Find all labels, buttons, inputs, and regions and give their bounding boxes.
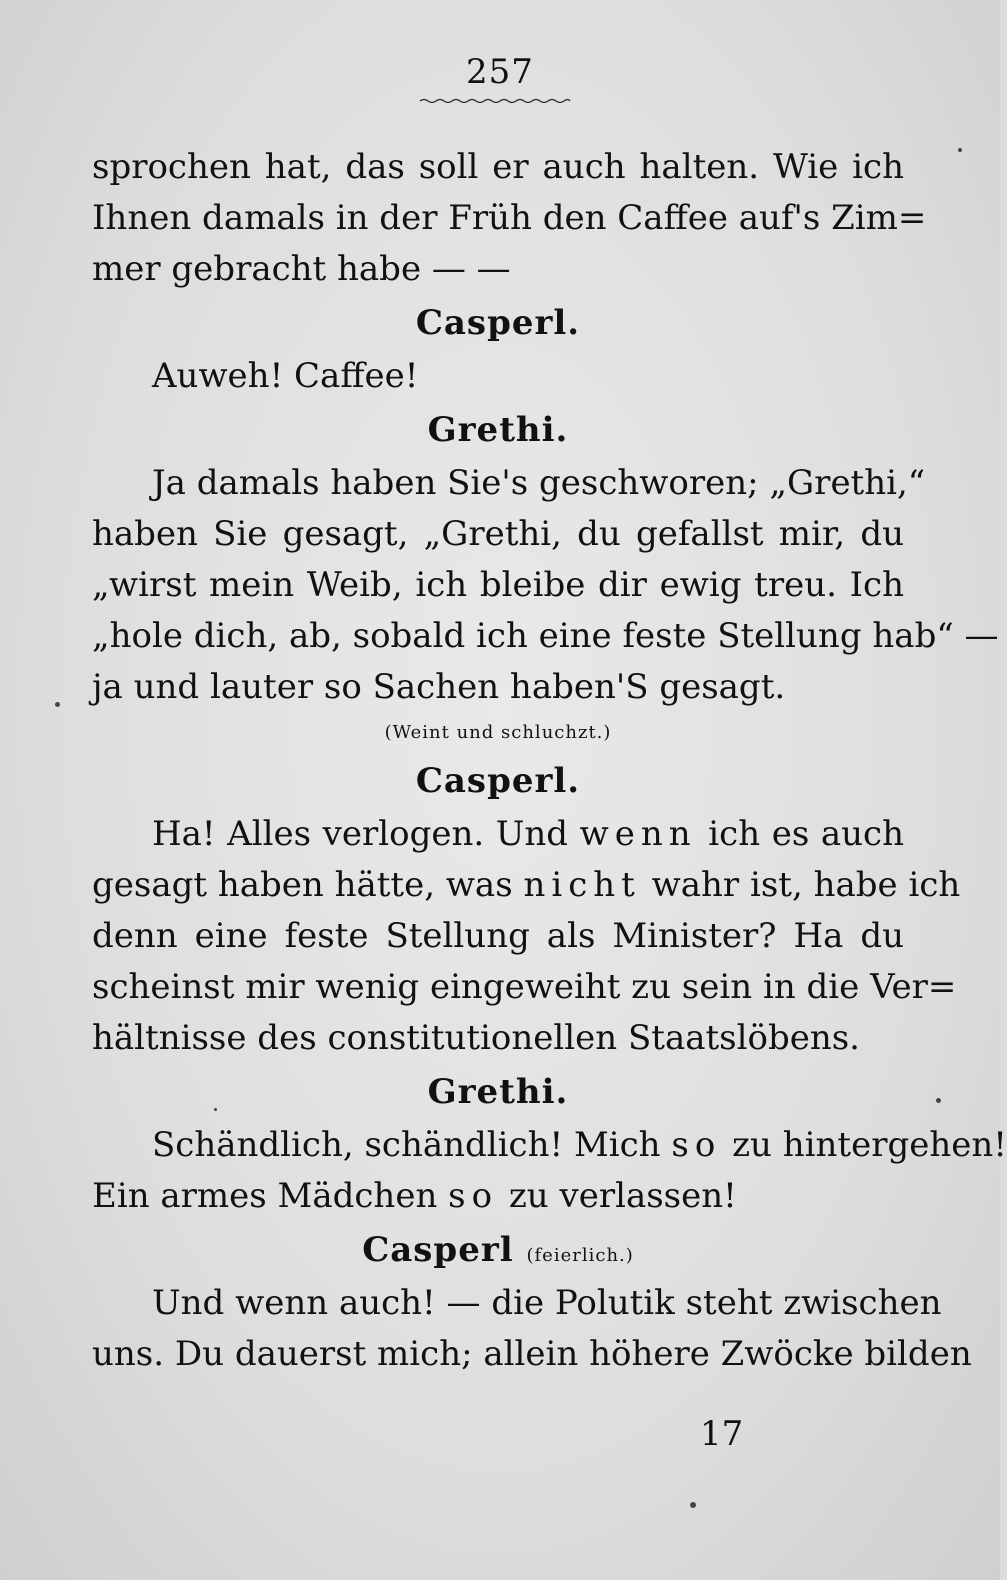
speaker-name: Casperl bbox=[362, 1230, 514, 1270]
ink-speck bbox=[936, 1098, 941, 1103]
text-segment: Ein armes Mädchen bbox=[92, 1176, 449, 1216]
ink-speck bbox=[958, 148, 962, 152]
text-line: ja und lauter so Sachen haben'S gesagt. bbox=[92, 667, 786, 707]
text-line: „wirst mein Weib, ich bleibe dir ewig treu. Ich bbox=[92, 565, 904, 605]
ink-speck bbox=[690, 1502, 696, 1508]
text-segment: ich es auch bbox=[696, 814, 904, 854]
text-line: „hole dich, ab, sobald ich eine feste Stellung hab“ — bbox=[92, 616, 999, 656]
text-segment: Ha! Alles verlogen. Und bbox=[152, 814, 580, 854]
page-number: 257 bbox=[466, 52, 534, 92]
spaced-emphasis: wenn bbox=[579, 814, 697, 854]
decorative-rule bbox=[420, 98, 570, 104]
speaker-heading: Casperl. bbox=[415, 761, 581, 801]
text-segment: zu hintergehen! bbox=[721, 1125, 1007, 1165]
text-line bbox=[92, 1171, 904, 1222]
text-segment: wahr ist, habe ich bbox=[640, 865, 961, 905]
text-line bbox=[92, 860, 961, 911]
text-segment: zu verlassen! bbox=[498, 1176, 737, 1216]
speaker-heading: Casperl. bbox=[415, 303, 581, 343]
spaced-emphasis: nicht bbox=[523, 865, 641, 905]
speaker-heading: Grethi. bbox=[427, 410, 569, 450]
spaced-emphasis: so bbox=[448, 1176, 499, 1216]
spaced-emphasis: so bbox=[671, 1125, 722, 1165]
stage-direction: (Weint und schluchzt.) bbox=[384, 722, 612, 743]
ink-speck bbox=[214, 1108, 217, 1111]
text-line: denn eine feste Stellung als Minister? Ha du bbox=[92, 916, 904, 956]
text-segment: Schändlich, schändlich! Mich bbox=[152, 1125, 672, 1165]
text-line: Und wenn auch! — die Polutik steht zwischen bbox=[152, 1283, 942, 1323]
text-line: mer gebracht habe — — bbox=[92, 249, 511, 289]
stage-direction-inline: (feierlich.) bbox=[526, 1245, 634, 1266]
text-line: Ihnen damals in der Früh den Caffee auf's Zim= bbox=[92, 198, 927, 238]
text-segment: gesagt haben hätte, was bbox=[92, 865, 524, 905]
text-line: haben Sie gesagt, „Grethi, du gefallst mir, du bbox=[92, 514, 904, 554]
text-line: scheinst mir wenig eingeweiht zu sein in die Ver= bbox=[92, 967, 957, 1007]
speaker-heading bbox=[92, 1222, 904, 1278]
text-line: uns. Du dauerst mich; allein höhere Zwöcke bilden bbox=[92, 1334, 972, 1374]
text-line bbox=[92, 809, 904, 860]
text-line: Auweh! Caffee! bbox=[152, 356, 419, 396]
text-line: hältnisse des constitutionellen Staatslöbens. bbox=[92, 1018, 860, 1058]
speaker-heading: Grethi. bbox=[427, 1072, 569, 1112]
signature-mark: 17 bbox=[700, 1414, 744, 1454]
text-line: sprochen hat, das soll er auch halten. Wie ich bbox=[92, 147, 904, 187]
text-line bbox=[92, 1120, 1007, 1171]
page-text bbox=[92, 142, 1007, 1380]
text-line: Ja damals haben Sie's geschworen; „Grethi,“ bbox=[152, 463, 926, 503]
ink-speck bbox=[55, 702, 60, 707]
